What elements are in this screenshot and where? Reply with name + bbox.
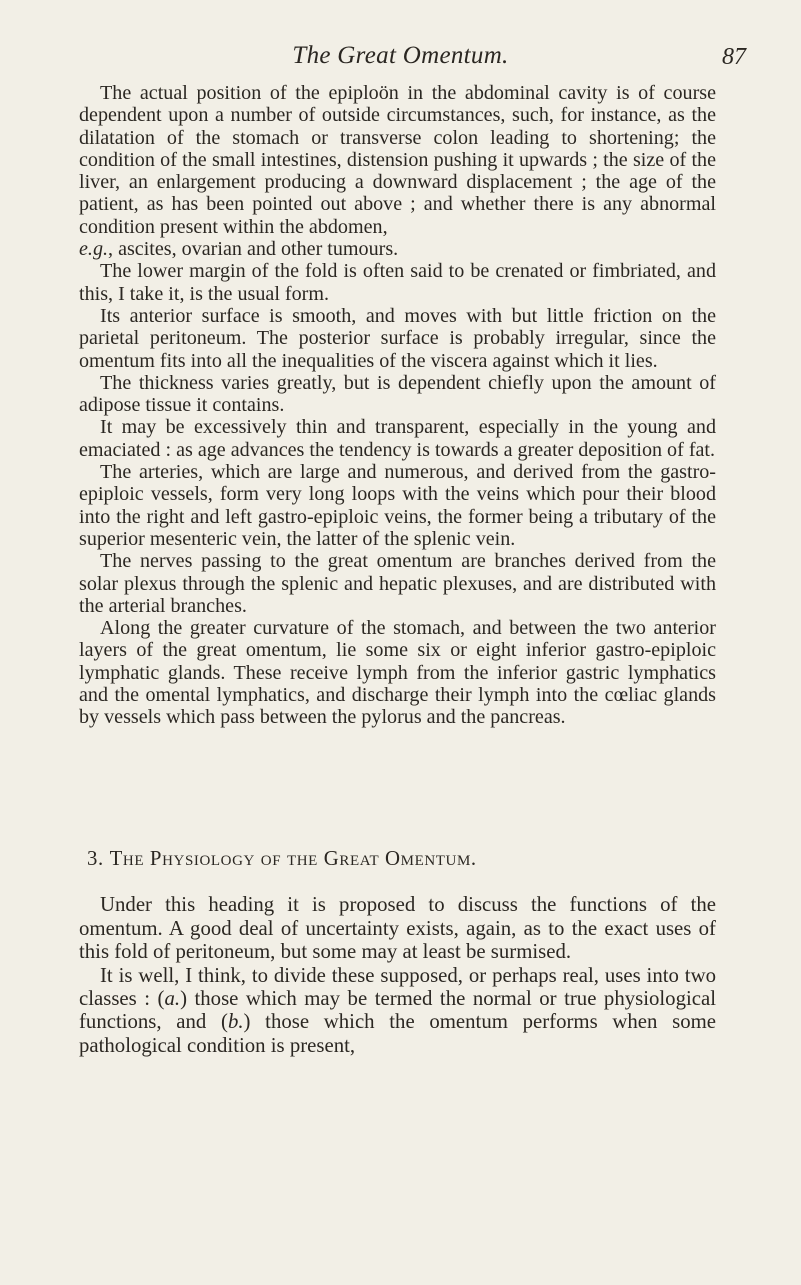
class-a-label: a. <box>164 987 181 1011</box>
section-heading <box>79 847 716 870</box>
paragraph-position-text: The actual position of the epiploön in the abdominal cavity is of course dependent upon a number of outside circumstances, such, for instance, as the dilatation of the stomach or transverse colon leading to shortening; the condition of the small intestines, distension pushing it upwards ; the size of the liver, an enlargement producing a downward displacement ; the age of the patient, as has been pointed out above ; and whether there is any abnormal condition present within the abdomen, <box>79 82 716 238</box>
paragraph-thinness: It may be excessively thin and transparent, especially in the young and emaciated : as age advances the tendency is towards a greater deposition of fat. <box>79 416 716 461</box>
paragraph-under-heading: Under this heading it is proposed to discuss the functions of the omentum. A good deal of uncertainty exists, again, as to the exact uses of this fold of peritoneum, but some may at least be surmised. <box>79 893 716 964</box>
section-physiology <box>79 847 716 1057</box>
paragraph-surfaces: Its anterior surface is smooth, and moves with but little friction on the parietal peritoneum. The posterior surface is probably irregular, since the omentum fits into all the inequalities of the viscera against which it lies. <box>79 304 716 372</box>
page-number: 87 <box>722 44 746 70</box>
section-title: The Physiology of the Great Omentum. <box>109 847 477 870</box>
eg-continuation: , ascites, ovarian and other tumours. <box>108 238 399 261</box>
eg-abbreviation: e.g. <box>79 238 109 261</box>
class-b-label: b. <box>227 1010 244 1034</box>
running-title: The Great Omentum. <box>292 42 509 69</box>
paragraph-classes <box>79 964 716 1058</box>
section-number: 3. <box>87 847 104 870</box>
body-text <box>79 82 716 729</box>
paragraph-thickness: The thickness varies greatly, but is dependent chiefly upon the amount of adipose tissue it contains. <box>79 371 716 417</box>
classes-text-3: ) those which the omentum performs when some pathological condition is present, <box>79 1010 717 1057</box>
paragraph-arteries: The arteries, which are large and numerous, and derived from the gastro-epiploic vessels, form very long loops with the veins which pour their blood into the right and left gastro-epiploic veins, the former being a tributary of the superior mesenteric vein, the latter of the splenic vein. <box>79 461 716 550</box>
classes-text-2: ) those which may be termed the normal or true physiological functions, and ( <box>79 987 716 1034</box>
paragraph-lower-margin: The lower margin of the fold is often said to be crenated or fimbriated, and this, I take it, is the usual form. <box>79 260 716 305</box>
paragraph-nerves: The nerves passing to the great omentum are branches derived from the solar plexus through the splenic and hepatic plexuses, and are distributed with the arterial branches. <box>79 550 716 617</box>
running-head <box>0 42 801 72</box>
paragraph-lymphatics: Along the greater curvature of the stomach, and between the two anterior layers of the great omentum, lie some six or eight inferior gastro-epiploic lymphatic glands. These receive lymph from the inferior gastric lymphatics and the omental lymphatics, and discharge their lymph into the cœliac glands by vessels which pass between the pylorus and the pancreas. <box>79 617 716 729</box>
paragraph-position <box>79 82 716 260</box>
classes-text-1: It is well, I think, to divide these supposed, or perhaps real, uses into two classes : ( <box>79 963 716 1011</box>
